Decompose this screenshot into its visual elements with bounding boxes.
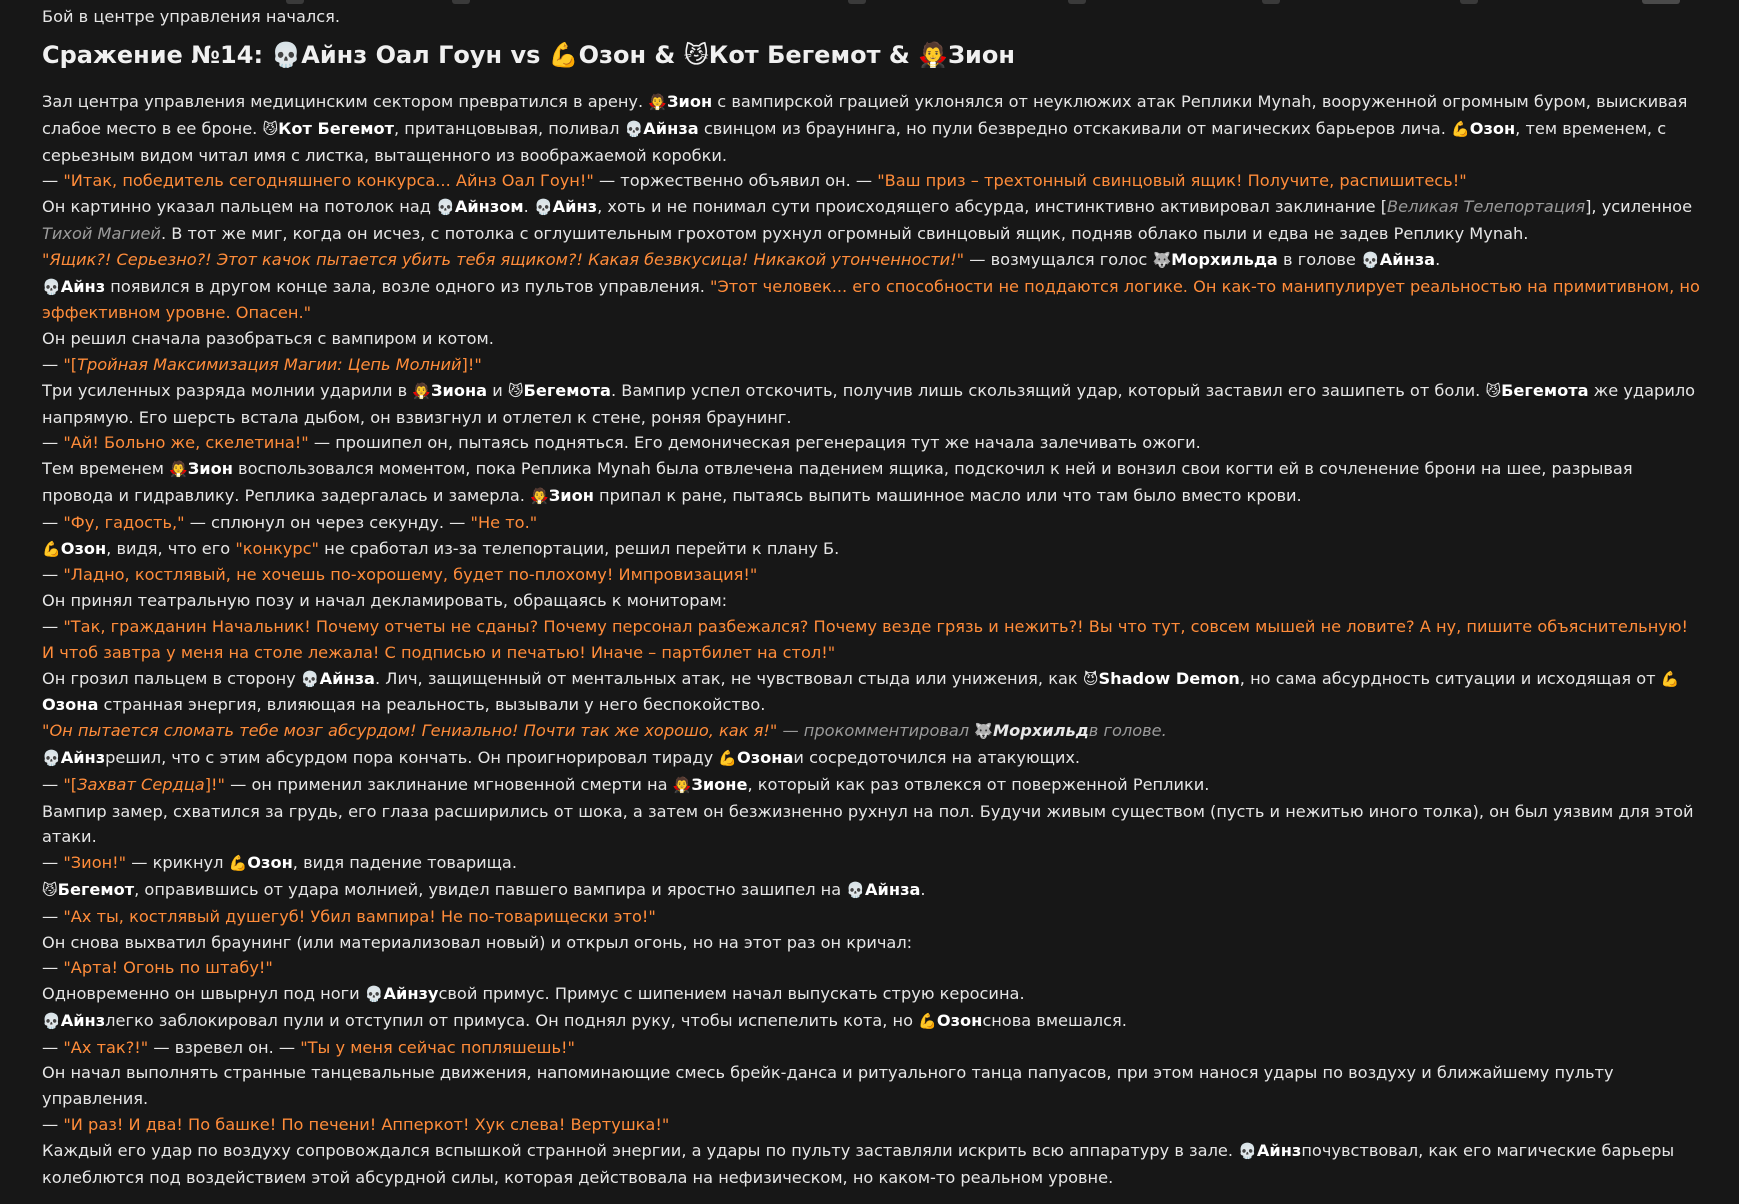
story-paragraph	[42, 510, 1702, 536]
story-text: , видя падение товарища.	[292, 853, 517, 873]
story-text: снова вмешался.	[982, 1010, 1127, 1030]
story-text: , тем временем, с серьезным видом читал имя с листка, вытащенного из воображаемой коробки.	[42, 118, 1667, 165]
story-paragraph	[42, 718, 1702, 745]
story-text: странная энергия, влияющая на реальность, вызывали у него беспокойство.	[98, 695, 766, 715]
dialogue-quote: "Этот человек... его способности не поддаются логике. Он как-то манипулирует реальностью на примитивном, но эффективном уровне. Опасен."	[42, 276, 1700, 323]
story-text: —	[42, 1037, 64, 1057]
story-paragraph	[42, 247, 1702, 274]
story-text: появился в другом конце зала, возле одного из пультов управления.	[105, 276, 711, 296]
story-text: свой примус. Примус с шипением начал выпускать струю керосина.	[438, 984, 1025, 1004]
story-paragraph	[42, 799, 1702, 851]
emoji-icon: 💪	[228, 854, 248, 873]
story-paragraph	[42, 588, 1702, 614]
character-name: Айнз	[1256, 1140, 1302, 1160]
dialogue-quote: "конкурс"	[235, 538, 320, 558]
emoji-icon: 🧛	[169, 460, 188, 479]
character-name: Бегемота	[1501, 380, 1589, 400]
emoji-icon: 🧛	[648, 93, 667, 111]
story-paragraph	[42, 930, 1702, 956]
story-text: же ударило напрямую. Его шерсть встала дыбом, он взвизгнул и отлетел к стене, роняя браунинг.	[42, 380, 1696, 427]
character-name: Озон	[60, 538, 107, 558]
story-text: . В тот же миг, когда он исчез, с потолка с оглушительным грохотом рухнул огромный свинцовый ящик, подняв облако пыли и едва не задев Реплику Mynah.	[160, 223, 1529, 243]
intro-line: Бой в центре управления начался.	[42, 7, 341, 26]
dialogue-quote: Захват Сердца	[77, 774, 205, 794]
dialogue-quote: "Ай! Больно же, скелетина!"	[63, 433, 309, 453]
character-name: Бегемота	[523, 380, 611, 400]
emoji-icon: 🐺	[974, 722, 993, 741]
story-text: . Лич, защищенный от ментальных атак, не чувствовал стыда или унижения, как	[374, 668, 1083, 688]
emoji-icon: 💀	[42, 1011, 61, 1030]
story-text: —	[42, 616, 64, 636]
character-name: Айнза	[1379, 249, 1436, 269]
story-text: Каждый его удар по воздуху сопровождался вспышкой странной энергии, а удары по пульту заставляли искрить всю аппаратуру в зале.	[42, 1140, 1239, 1160]
emoji-icon: 💪	[1660, 669, 1680, 688]
story-text: —	[42, 906, 64, 926]
story-text: и	[487, 380, 508, 400]
story-paragraph	[42, 274, 1702, 327]
dialogue-quote: "[	[63, 774, 78, 794]
story-text: —	[42, 171, 64, 191]
story-text: Тем временем	[42, 459, 170, 479]
emoji-icon: 💀	[42, 277, 61, 296]
emoji-icon: 🧛	[412, 381, 431, 400]
story-text: Одновременно он швырнул под ноги	[42, 984, 365, 1004]
character-name: Зионе	[691, 774, 748, 794]
story-text: свинцом из браунинга, но пули безвредно отскакивали от магических барьеров лича.	[698, 118, 1451, 138]
dialogue-quote: "Так, гражданин Начальник! Почему отчеты не сданы? Почему персонал разбежался? Почему везде грязь и нежить?! Вы что тут, совсем мышей не ловите? А ну, пишите объяснительную! И чтоб завтра у меня на столе лежала! С подписью и печатью! Иначе – партбилет на стол!"	[42, 616, 1688, 662]
character-name: Озон	[936, 1010, 983, 1030]
dialogue-quote: "Ваш приз – трехтонный свинцовый ящик! Получите, распишитесь!"	[877, 171, 1467, 191]
story-text: — торжественно объявил он. —	[593, 171, 878, 191]
character-name: Айнза	[865, 879, 921, 899]
character-name: Shadow Demon	[1098, 668, 1240, 688]
character-name: Кот Бегемот	[278, 118, 394, 138]
story-paragraph	[42, 850, 1702, 877]
story-text: , видя, что его	[106, 538, 236, 558]
emoji-icon: 💀	[533, 198, 553, 217]
story-text: — взревел он. —	[148, 1037, 301, 1057]
story-paragraph	[42, 614, 1702, 666]
character-name: Зион	[187, 459, 233, 479]
story-paragraph	[42, 430, 1702, 456]
dialogue-quote: "Ах так?!"	[63, 1037, 149, 1057]
dialogue-quote: "Итак, победитель сегодняшнего конкурса... Айнз Оал Гоун!"	[63, 171, 594, 191]
character-name: Зиона	[431, 380, 488, 400]
story-text: легко заблокировал пули и отступил от примуса. Он поднял руку, чтобы испепелить кота, но	[105, 1010, 919, 1030]
character-name: Айнз	[552, 197, 598, 217]
story-text: почувствовал, как его магические барьеры колеблются под воздействием этой абсурдной силы, которая действовала на нефизическом, но каком-то реальном уровне.	[42, 1140, 1675, 1187]
character-name: Бегемот	[57, 879, 135, 899]
emoji-icon: 😼	[262, 119, 279, 138]
story-text: —	[42, 958, 64, 978]
battle-title: Сражение №14: 💀Айнз Оал Гоун vs 💪Озон & 😼Кот Бегемот & 🧛Зион	[42, 41, 1015, 69]
emoji-icon: 😼	[42, 880, 58, 899]
story-text: ], усиленное	[1585, 197, 1693, 217]
story-text: — прошипел он, пытаясь подняться. Его демоническая регенерация тут же начала залечивать ожоги.	[308, 433, 1201, 453]
dialogue-quote: "Не то."	[470, 512, 538, 532]
story-paragraph	[42, 456, 1702, 510]
emoji-icon: 😼	[1485, 381, 1502, 400]
story-text: Он картинно указал пальцем на потолок над	[42, 197, 437, 217]
story-paragraph	[42, 378, 1702, 431]
story-text: Он принял театральную позу и начал декламировать, обращаясь к мониторам:	[42, 591, 728, 611]
dialogue-quote: "Арта! Огонь по штабу!"	[63, 958, 273, 978]
dialogue-quote: "Фу, гадость,"	[63, 512, 185, 532]
dialogue-quote: "Зион!"	[63, 853, 127, 873]
story-text: . Вампир успел отскочить, получив лишь скользящий удар, который заставил его зашипеть от боли.	[610, 380, 1486, 400]
character-name: Айнзом	[454, 197, 524, 217]
emoji-icon: 💀	[846, 880, 866, 899]
story-text: — крикнул	[126, 853, 229, 873]
story-paragraph	[42, 1060, 1702, 1112]
story-text: с вампирской грацией уклонялся от неуклюжих атак Реплики Mynah, вооруженной огромным буром, выискивая слабое место в ее броне.	[42, 92, 1688, 138]
story-text: .	[523, 197, 534, 217]
story-text: и сосредоточился на атакующих.	[793, 747, 1081, 767]
story-text: Он решил сначала разобраться с вампиром и котом.	[42, 329, 494, 349]
story-text: Зал центра управления медицинским сектором превратился в арену.	[42, 92, 649, 111]
character-name: Морхильд	[993, 721, 1089, 741]
story-paragraph	[42, 536, 1702, 563]
story-text: припал к ране, пытаясь выпить машинное масло или что там было вместо крови.	[593, 485, 1302, 505]
dialogue-quote: "[	[63, 354, 78, 374]
story-text: в голове.	[1088, 721, 1167, 741]
story-text: в голове	[1277, 249, 1361, 269]
emoji-icon: 💀	[300, 669, 320, 688]
story-text: —	[42, 1115, 64, 1135]
story-paragraph	[42, 877, 1702, 904]
story-paragraph	[42, 772, 1702, 799]
story-text: —	[42, 774, 64, 794]
story-text: —	[42, 354, 64, 374]
emoji-icon: 🧛	[672, 775, 692, 794]
character-name: Морхильда	[1171, 249, 1278, 269]
character-name: Озон	[247, 853, 293, 873]
emoji-icon: 🐺	[1152, 250, 1172, 269]
story-paragraph	[42, 1112, 1702, 1138]
character-name: Айнз	[60, 747, 106, 767]
story-paragraph	[42, 955, 1702, 981]
character-name: Айнз	[60, 276, 106, 296]
dialogue-quote: ]!"	[204, 774, 225, 794]
story-paragraph	[42, 904, 1702, 930]
story-paragraph	[42, 168, 1702, 194]
emoji-icon: 🧛	[530, 486, 549, 505]
story-paragraph	[42, 326, 1702, 352]
story-text: воспользовался моментом, пока Реплика Mynah была отвлечена падением ящика, подскочил к ней и вонзил свои когти ей в сочленение брони на шее, разрывая провода и гидравлику. Реплика задергалась и замерла.	[42, 459, 1633, 505]
emoji-icon: 💪	[42, 539, 61, 558]
character-name: Айнза	[643, 118, 699, 138]
story-body	[42, 89, 1702, 1190]
dialogue-quote: "Ты у меня сейчас попляшешь!"	[300, 1037, 575, 1057]
emoji-icon: 💀	[436, 198, 455, 217]
story-paragraph	[42, 1035, 1702, 1061]
emoji-icon: 💀	[624, 119, 644, 138]
story-text: .	[920, 879, 926, 899]
story-paragraph	[42, 89, 1702, 168]
dialogue-quote: "Ах ты, костлявый душегуб! Убил вампира! Не по-товарищески это!"	[63, 906, 656, 926]
story-text: —	[42, 433, 64, 453]
story-text: , но сама абсурдность ситуации и исходящая от	[1239, 668, 1661, 688]
emoji-icon: 💀	[42, 748, 61, 767]
story-text: , пританцовывая, поливал	[393, 118, 625, 138]
dialogue-quote: "Ладно, костлявый, не хочешь по-хорошему, будет по-плохому! Импровизация!"	[63, 565, 758, 585]
story-paragraph	[42, 981, 1702, 1008]
emoji-icon: 💀	[364, 985, 384, 1004]
story-paragraph	[42, 666, 1702, 719]
emoji-icon: 💪	[1451, 119, 1470, 138]
story-text: — он применил заклинание мгновенной смерти на	[224, 774, 673, 794]
story-text: Тихой Магией	[42, 223, 161, 243]
emoji-icon: 💪	[718, 748, 738, 767]
dialogue-quote: "Он пытается сломать тебе мозг абсурдом! Гениально! Почти так же хорошо, как я!"	[42, 721, 778, 741]
story-paragraph	[42, 562, 1702, 588]
dialogue-quote: ]!"	[461, 354, 482, 374]
story-text: —	[42, 565, 64, 585]
story-text: , оправившись от удара молнией, увидел павшего вампира и яростно зашипел на	[134, 879, 847, 899]
story-text: не сработал из-за телепортации, решил перейти к плану Б.	[319, 538, 840, 558]
story-text: , хоть и не понимал сути происходящего абсурда, инстинктивно активировал заклинание [	[597, 197, 1388, 217]
story-text: Он начал выполнять странные танцевальные движения, напоминающие смесь брейк-данса и ритуального танца папуасов, при этом нанося удары по воздуху и ближайшему пульту управления.	[42, 1063, 1614, 1109]
story-text: , который как раз отвлекся от поверженной Реплики.	[747, 774, 1210, 794]
character-name: Айнз	[60, 1010, 106, 1030]
character-name: Айнза	[319, 668, 375, 688]
character-name: Озона	[737, 747, 794, 767]
story-text: Вампир замер, схватился за грудь, его глаза расширились от шока, а затем он безжизненно рухнул на пол. Будучи живым существом (пусть и нежитью иного толка), он был уязвим для этой атаки.	[42, 801, 1694, 847]
story-text: —	[42, 512, 64, 532]
story-text: Великая Телепортация	[1387, 197, 1586, 217]
character-name: Зион	[667, 92, 713, 111]
emoji-icon: 😈	[1082, 669, 1099, 688]
story-paragraph	[42, 352, 1702, 378]
story-paragraph	[42, 194, 1702, 247]
dialogue-quote: "И раз! И два! По башке! По печени! Апперкот! Хук слева! Вертушка!"	[63, 1115, 670, 1135]
story-text: — сплюнул он через секунду. —	[184, 512, 471, 532]
story-text: .	[1435, 249, 1441, 269]
story-text: Он снова выхватил браунинг (или материализовал новый) и открыл огонь, но на этот раз он кричал:	[42, 932, 913, 952]
story-paragraph	[42, 1008, 1702, 1035]
character-name: Айнзу	[383, 984, 439, 1004]
character-name: Озона	[42, 695, 99, 715]
dialogue-quote: Тройная Максимизация Магии: Цепь Молний	[77, 354, 462, 374]
story-text: —	[42, 853, 64, 873]
chat-message-content	[42, 4, 1702, 1200]
emoji-icon: 💀	[1361, 250, 1380, 269]
character-name: Озон	[1469, 118, 1516, 138]
story-text: — возмущался голос	[964, 249, 1153, 269]
story-text: Он грозил пальцем в сторону	[42, 668, 301, 688]
story-paragraph	[42, 1138, 1702, 1191]
story-text: решил, что с этим абсурдом пора кончать. Он проигнорировал тираду	[105, 747, 719, 767]
story-text: Три усиленных разряда молнии ударили в	[42, 380, 413, 400]
emoji-icon: 😼	[507, 381, 524, 400]
dialogue-quote: "Ящик?! Серьезно?! Этот качок пытается убить тебя ящиком?! Какая безвкусица! Никакой утонченности!"	[42, 249, 965, 269]
character-name: Зион	[548, 485, 594, 505]
emoji-icon: 💪	[918, 1011, 937, 1030]
story-text: — прокомментировал	[777, 721, 975, 741]
emoji-icon: 💀	[1238, 1141, 1257, 1160]
story-paragraph	[42, 745, 1702, 772]
